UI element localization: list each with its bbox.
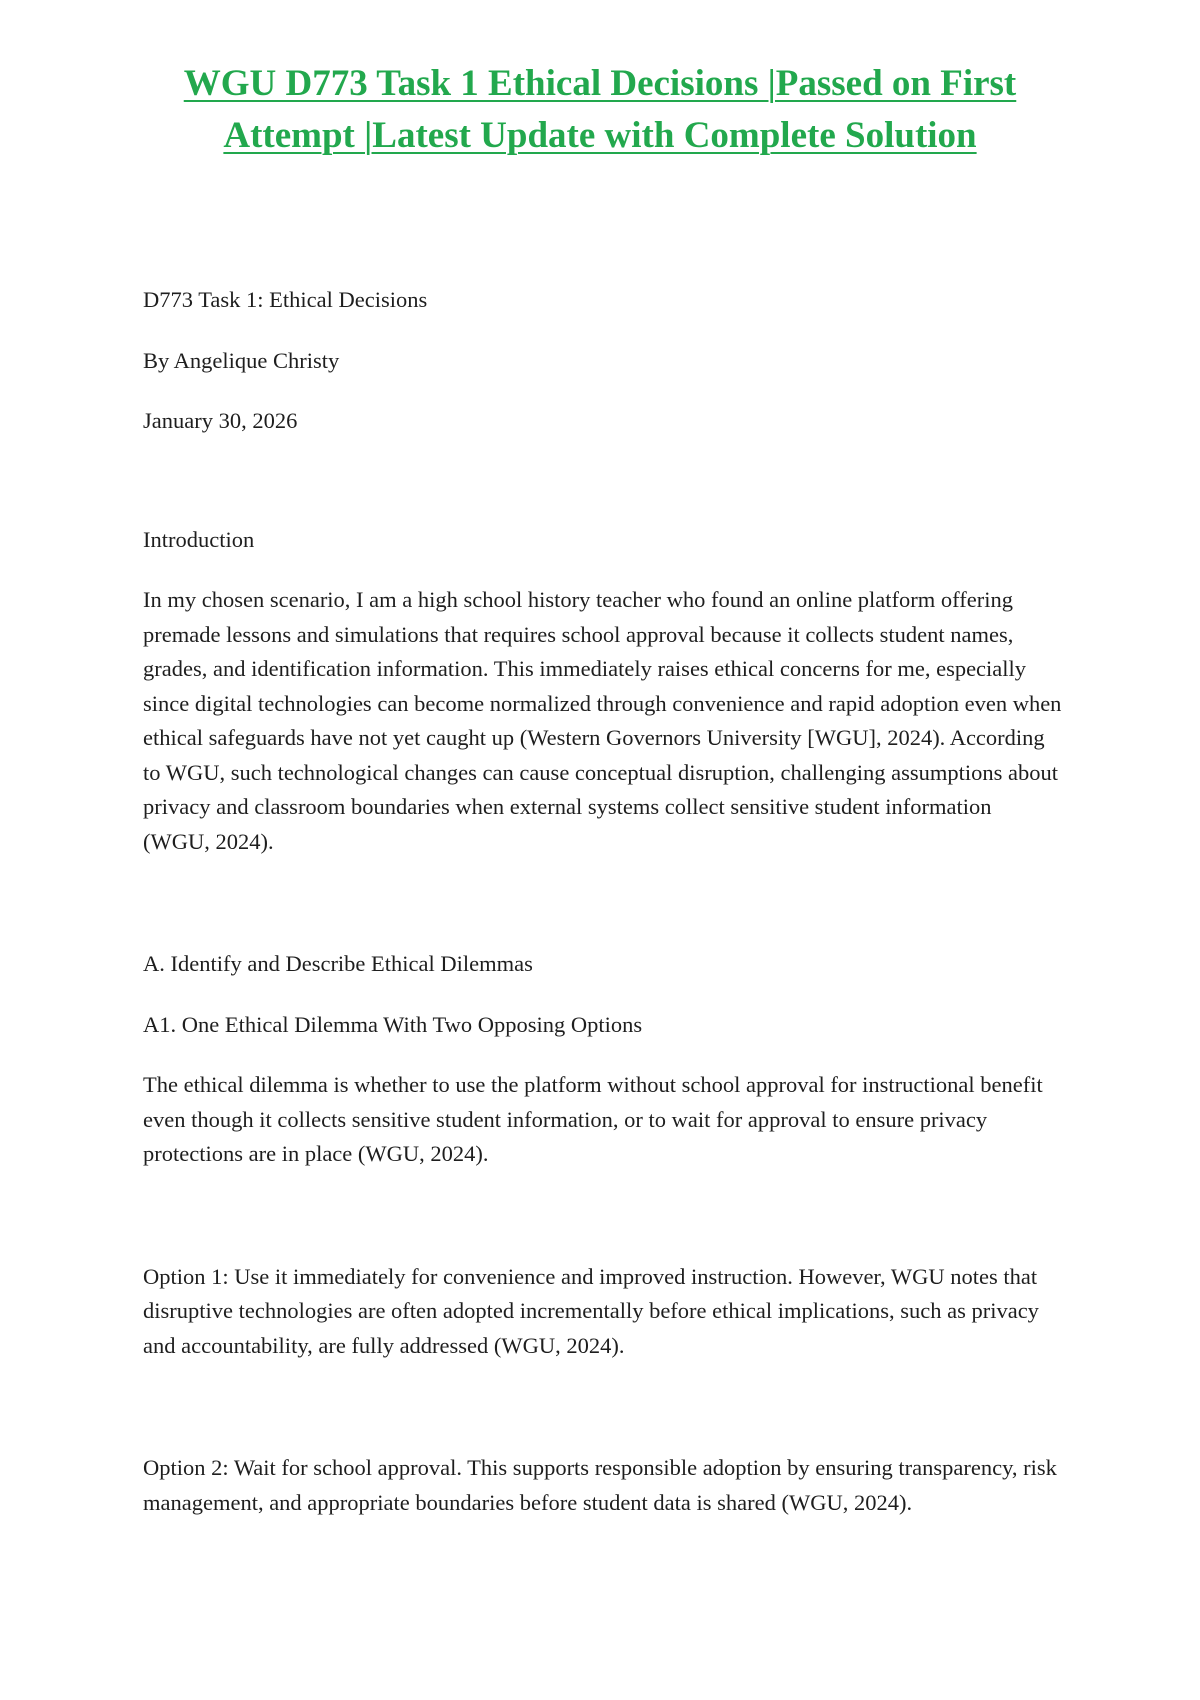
section-a1-heading: A1. One Ethical Dilemma With Two Opposing Options: [143, 1011, 643, 1037]
option-2-paragraph: Option 2: Wait for school approval. This supports responsible adoption by ensuring transparency, risk management, and appropriate boundaries before student data is shared (WGU, 2024).: [143, 1455, 1057, 1515]
option-1-paragraph: Option 1: Use it immediately for convenience and improved instruction. However, WGU notes that disruptive technologies are often adopted incrementally before ethical implications, such as privacy and accountability, are fully addressed (WGU, 2024).: [143, 1263, 1039, 1358]
dilemma-paragraph: The ethical dilemma is whether to use the platform without school approval for instructional benefit even though it collects sensitive student information, or to wait for approval to ensure privacy protections are in place (WGU, 2024).: [143, 1072, 1043, 1166]
introduction-paragraph: In my chosen scenario, I am a high school history teacher who found an online platform offering premade lessons and simulations that requires school approval because it collects student names, grades, and identification information. This immediately raises ethical concerns for me, especially since digital technologies can become normalized through convenience and rapid adoption even when ethical safeguards have not yet caught up (Western Governors University [WGU], 2024). According to WGU, such technological changes can cause conceptual disruption, challenging assumptions about privacy and classroom boundaries when external systems collect sensitive student information (WGU, 2024).: [143, 587, 1062, 854]
paper-author: By Angelique Christy: [143, 347, 340, 373]
paper-subtitle: D773 Task 1: Ethical Decisions: [143, 287, 428, 312]
document-title: [0, 58, 1200, 162]
title-line-2: Attempt |Latest Update with Complete Solution: [223, 115, 977, 156]
document-body: [143, 283, 1063, 1520]
section-a-heading: A. Identify and Describe Ethical Dilemmas: [143, 951, 533, 976]
introduction-heading: Introduction: [143, 526, 255, 552]
title-line-1: WGU D773 Task 1 Ethical Decisions |Passed on First: [183, 63, 1017, 104]
paper-date: January 30, 2026: [143, 408, 298, 433]
